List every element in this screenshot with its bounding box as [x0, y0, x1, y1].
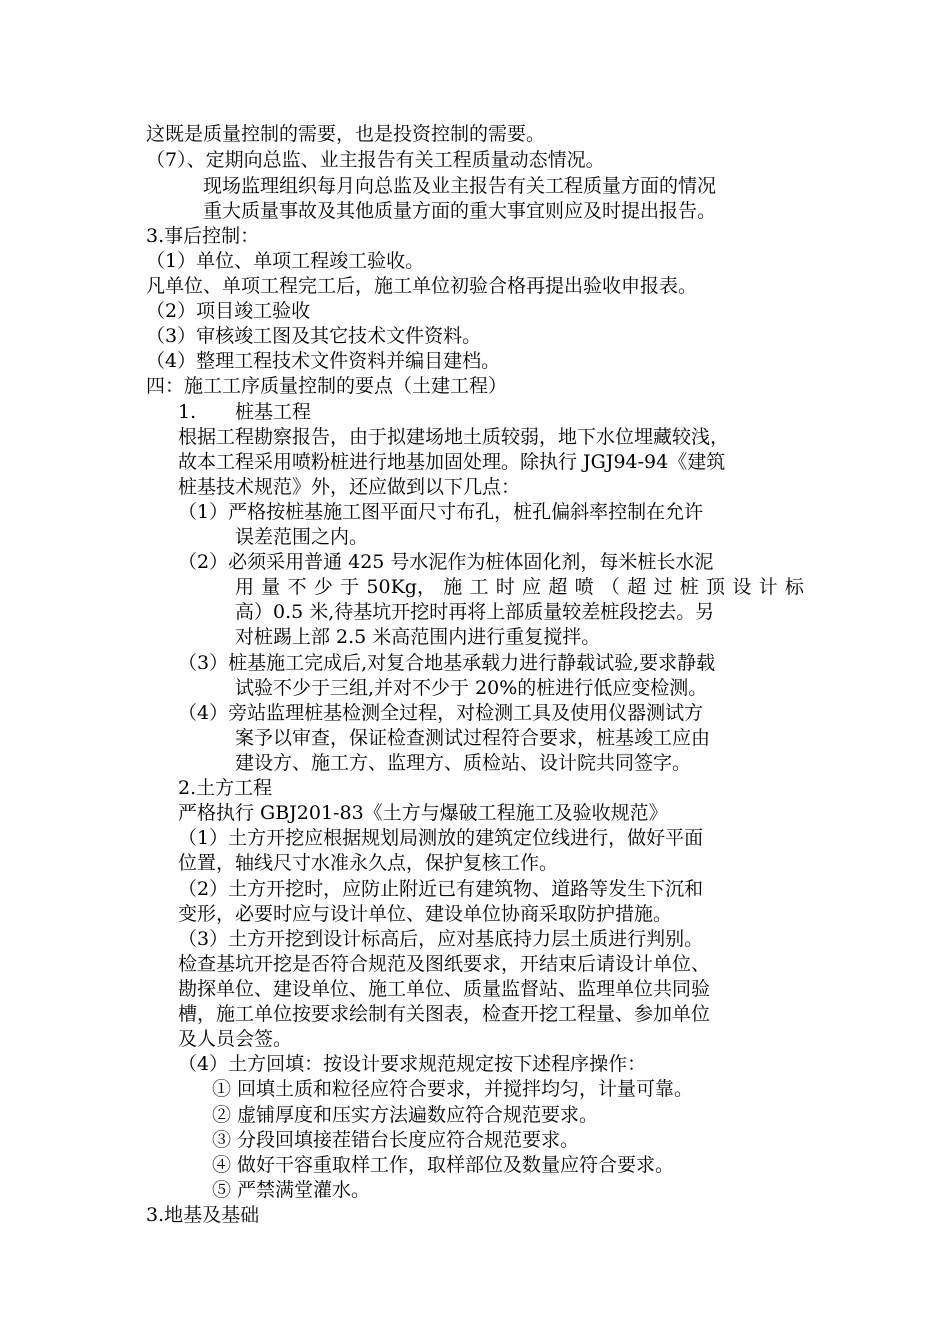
text-line: 及人员会签。	[178, 1028, 293, 1050]
numbered-step: ① 回填土质和粒径应符合要求，并搅拌均匀，计量可靠。	[212, 1078, 694, 1100]
list-item: （1）严格按桩基施工图平面尺寸布孔，桩孔偏斜率控制在允许	[178, 501, 704, 523]
list-item: （4）土方回填：按设计要求规范规定按下述程序操作：	[178, 1053, 647, 1075]
justified-text-segment: 不	[287, 576, 307, 598]
list-item: （3）土方开挖到设计标高后，应对基底持力层土质进行判别。	[178, 928, 704, 950]
text-line: 变形，必要时应与设计单位、建设单位协商采取防护措施。	[178, 903, 673, 925]
numbered-step: ③ 分段回填接茬错台长度应符合规范要求。	[212, 1129, 580, 1151]
item-heading: （7）、定期向总监、业主报告有关工程质量动态情况。	[146, 149, 605, 171]
justified-text-segment: 应	[522, 576, 542, 598]
text-line: 高）0.5 米,待基坑开挖时再将上部质量较差桩段挖去。另	[235, 601, 715, 623]
chapter-heading: 四：施工工序质量控制的要点（土建工程）	[146, 375, 508, 397]
justified-text-segment: 50Kg，	[366, 576, 436, 598]
text-line: 凡单位、单项工程完工后，施工单位初验合格再提出验收申报表。	[146, 275, 698, 297]
numbered-step: ④ 做好干容重取样工作，取样部位及数量应符合要求。	[212, 1154, 675, 1176]
text-line: 严格执行 GBJ201-83《土方与爆破工程施工及验收规范》	[178, 802, 668, 824]
text-line: 对桩踢上部 2.5 米高范围内进行重复搅拌。	[235, 626, 601, 648]
section-heading: 3.事后控制：	[146, 225, 260, 247]
justified-text-segment: 少	[313, 576, 333, 598]
subsection-heading: 桩基工程	[235, 401, 312, 423]
list-item: （3）桩基施工完成后,对复合地基承载力进行静载试验,要求静载	[178, 652, 716, 674]
text-line: 故本工程采用喷粉桩进行地基加固处理。除执行 JGJ94-94《建筑	[178, 451, 726, 473]
justified-text-segment: 过	[653, 576, 673, 598]
text-line: 误差范围之内。	[235, 526, 369, 548]
text-line: 勘探单位、建设单位、施工单位、质量监督站、监理单位共同验	[178, 978, 711, 1000]
justified-text-segment: 设	[732, 576, 752, 598]
section-heading: 3.地基及基础	[146, 1204, 260, 1226]
justified-text-segment: 顶	[706, 576, 726, 598]
item-heading: （2）项目竣工验收	[146, 300, 311, 322]
justified-text-segment: 工	[469, 576, 489, 598]
item-heading: （3）审核竣工图及其它技术文件资料。	[146, 325, 482, 347]
justified-text-segment: 桩	[679, 576, 699, 598]
justified-text-segment: 标	[784, 576, 804, 598]
text-line: 桩基技术规范》外，还应做到以下几点：	[178, 476, 521, 498]
justified-text-segment: 计	[758, 576, 778, 598]
list-item: （4）旁站监理桩基检测全过程，对检测工具及使用仪器测试方	[178, 702, 704, 724]
text-line: 建设方、施工方、监理方、质检站、设计院共同签字。	[235, 752, 692, 774]
list-item: （2）必须采用普通 425 号水泥作为桩体固化剂，每米桩长水泥	[178, 551, 714, 573]
justified-text-line	[235, 575, 804, 599]
text-line: 检查基坑开挖是否符合规范及图纸要求，开结束后请设计单位、	[178, 953, 711, 975]
text-line: 这既是质量控制的需要，也是投资控制的需要。	[146, 123, 546, 145]
item-heading: （1）单位、单项工程竣工验收。	[146, 250, 425, 272]
justified-text-segment: （	[600, 576, 620, 598]
subsection-number: 1.	[178, 401, 197, 423]
numbered-step: ② 虚铺厚度和压实方法遍数应符合规范要求。	[212, 1104, 599, 1126]
numbered-step: ⑤ 严禁满堂灌水。	[212, 1179, 371, 1201]
subsection-heading: 2.土方工程	[178, 777, 273, 799]
justified-text-segment: 于	[340, 576, 360, 598]
text-line: 根据工程勘察报告，由于拟建场地土质较弱，地下水位埋藏较浅，	[178, 426, 730, 448]
text-line: 重大质量事故及其他质量方面的重大事宜则应及时提出报告。	[203, 200, 717, 222]
item-heading: （4）整理工程技术文件资料并编目建档。	[146, 350, 501, 372]
justified-text-segment: 超	[627, 576, 647, 598]
justified-text-segment: 施	[443, 576, 463, 598]
text-line: 位置，轴线尺寸水准永久点，保护复核工作。	[178, 852, 559, 874]
justified-text-segment: 喷	[574, 576, 594, 598]
text-line: 案予以审查，保证检查测试过程符合要求，桩基竣工应由	[235, 727, 711, 749]
list-item: （1）土方开挖应根据规划局测放的建筑定位线进行，做好平面	[178, 827, 704, 849]
justified-text-segment: 用	[235, 576, 255, 598]
justified-text-segment: 时	[495, 576, 515, 598]
justified-text-segment: 超	[548, 576, 568, 598]
text-line: 试验不少于三组,并对不少于 20%的桩进行低应变检测。	[235, 677, 708, 699]
text-line: 槽，施工单位按要求绘制有关图表，检查开挖工程量、参加单位	[178, 1003, 711, 1025]
justified-text-segment: 量	[261, 576, 281, 598]
list-item: （2）土方开挖时，应防止附近已有建筑物、道路等发生下沉和	[178, 878, 704, 900]
text-line: 现场监理组织每月向总监及业主报告有关工程质量方面的情况	[203, 175, 717, 197]
